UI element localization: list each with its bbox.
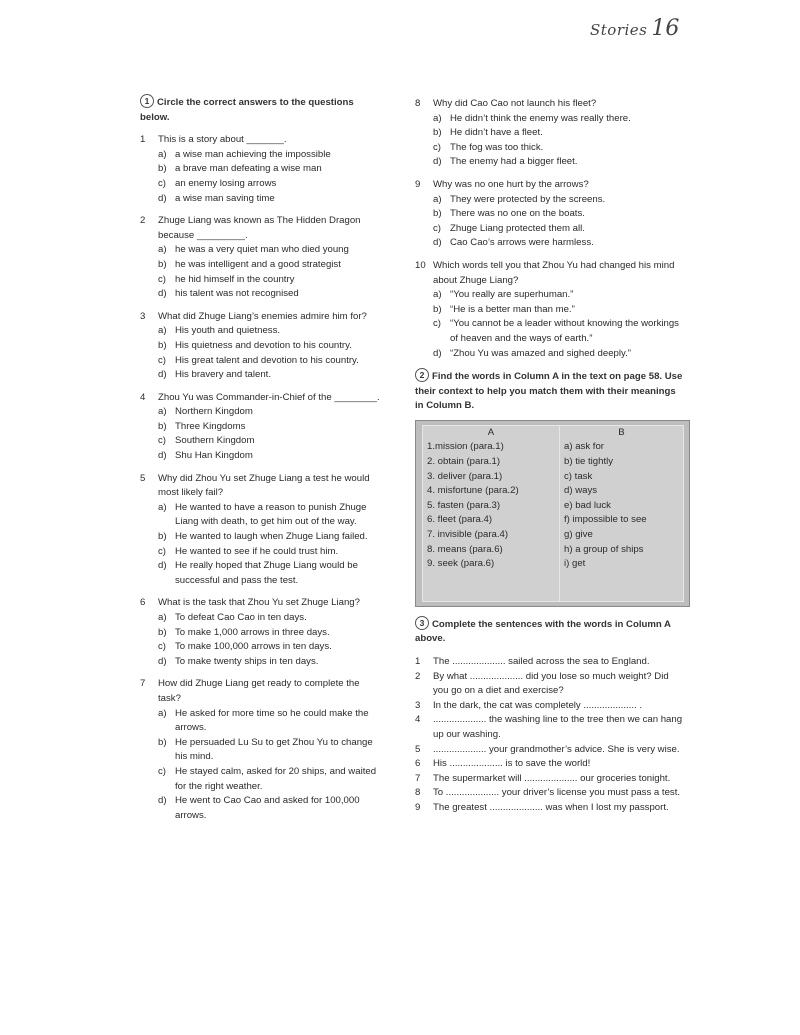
- option-letter: c): [158, 435, 166, 447]
- column-a-item: 5. fasten (para.3): [427, 499, 501, 511]
- sentence-text: His .................... is to save the world!: [433, 758, 591, 770]
- option-text: They were protected by the screens.: [450, 193, 606, 205]
- option-text: a wise man achieving the impossible: [175, 148, 331, 160]
- sentence-item: [415, 699, 685, 714]
- answer-option[interactable]: [140, 655, 380, 670]
- answer-option[interactable]: [415, 222, 685, 237]
- sentence-text: The greatest .................... was when I lost my passport.: [433, 802, 669, 813]
- left-column: [140, 95, 380, 831]
- option-text: Three Kingdoms: [175, 420, 246, 432]
- answer-option[interactable]: [140, 765, 380, 794]
- sentence-number: 8: [415, 787, 421, 799]
- option-letter: c): [158, 354, 166, 366]
- answer-option[interactable]: [415, 347, 685, 362]
- question-item: [415, 178, 685, 251]
- option-letter: b): [158, 420, 167, 432]
- option-letter: b): [158, 258, 167, 270]
- question-number: 3: [140, 310, 146, 322]
- option-text: There was no one on the boats.: [450, 208, 585, 220]
- option-letter: b): [158, 531, 167, 543]
- answer-option[interactable]: [140, 794, 380, 823]
- column-b-item: f) impossible to see: [564, 514, 647, 526]
- answer-option[interactable]: [415, 126, 685, 141]
- question-number: 5: [140, 472, 146, 484]
- sentence-item: [415, 743, 685, 758]
- question-item: [140, 214, 380, 302]
- question-text: Why did Zhou Yu set Zhuge Liang a test he would most likely fail?: [158, 472, 370, 499]
- question-stem: [415, 178, 685, 193]
- option-text: He went to Cao Cao and asked for 100,000 arrows.: [175, 795, 360, 821]
- option-text: To make twenty ships in ten days.: [175, 655, 319, 667]
- option-letter: a): [433, 289, 442, 301]
- question-item: [140, 310, 380, 383]
- question-text: What did Zhuge Liang’s enemies admire him for?: [158, 310, 367, 322]
- option-letter: d): [158, 192, 167, 204]
- question-item: [140, 133, 380, 206]
- answer-option[interactable]: [415, 303, 685, 318]
- column-b-header: B: [618, 426, 625, 438]
- answer-option[interactable]: [140, 626, 380, 641]
- option-text: He asked for more time so he could make the arrows.: [175, 707, 369, 734]
- question-text: Why did Cao Cao not launch his fleet?: [433, 98, 597, 109]
- option-text: he was intelligent and a good strategist: [175, 258, 341, 270]
- option-letter: b): [158, 339, 167, 351]
- option-text: His great talent and devotion to his country.: [175, 354, 359, 366]
- section-3-number: 3: [415, 616, 429, 630]
- sentence-item: [415, 713, 685, 742]
- option-text: He persuaded Lu Su to get Zhou Yu to change his mind.: [175, 736, 373, 763]
- question-item: [415, 259, 685, 361]
- sentence-number: 2: [415, 670, 421, 682]
- option-text: He stayed calm, asked for 20 ships, and waited for the right weather.: [175, 765, 377, 792]
- option-text: an enemy losing arrows: [175, 177, 277, 189]
- question-text: Zhuge Liang was known as The Hidden Dragon because _________.: [158, 215, 361, 241]
- corner-number: 16: [651, 16, 680, 41]
- section-3-heading: [415, 617, 685, 647]
- answer-option[interactable]: [140, 611, 380, 626]
- option-letter: b): [433, 303, 442, 315]
- question-number: 7: [140, 678, 146, 690]
- option-letter: b): [433, 208, 442, 220]
- sentence-number: 1: [415, 656, 421, 668]
- section-2-instruction: Find the words in Column A in the text on page 58. Use their context to help you match them with their meanings in Column B.: [415, 371, 683, 412]
- option-text: Shu Han Kingdom: [175, 450, 253, 462]
- sentence-number: 3: [415, 699, 421, 711]
- answer-option[interactable]: [415, 112, 685, 127]
- column-a-item: 8. means (para.6): [427, 543, 503, 555]
- sentence-item: [415, 801, 685, 816]
- question-number: 4: [140, 391, 146, 403]
- answer-option[interactable]: [140, 258, 380, 273]
- sentence-number: 5: [415, 743, 421, 755]
- option-letter: b): [158, 163, 167, 175]
- option-letter: c): [433, 141, 441, 153]
- sentence-text: In the dark, the cat was completely .................... .: [433, 699, 643, 711]
- sentence-text: The supermarket will .................... our groceries tonight.: [433, 772, 671, 784]
- answer-option[interactable]: [140, 177, 380, 192]
- question-stem: [140, 391, 380, 406]
- option-letter: a): [158, 148, 167, 160]
- option-letter: b): [433, 127, 442, 139]
- question-text: Which words tell you that Zhou Yu had changed his mind about Zhuge Liang?: [433, 259, 675, 286]
- question-number: 2: [140, 215, 146, 227]
- option-letter: d): [158, 288, 167, 300]
- sentence-item: [415, 786, 685, 801]
- answer-option[interactable]: [140, 162, 380, 177]
- option-letter: c): [158, 545, 166, 557]
- answer-option[interactable]: [140, 148, 380, 163]
- question-text: How did Zhuge Liang get ready to complete the task?: [158, 678, 360, 704]
- answer-option[interactable]: [140, 192, 380, 207]
- option-text: “You cannot be a leader without knowing the workings of heaven and the ways of earth.”: [450, 318, 679, 344]
- option-letter: a): [158, 612, 167, 623]
- answer-option[interactable]: [140, 501, 380, 530]
- question-stem: [415, 97, 685, 112]
- sentence-list: [415, 655, 685, 816]
- column-a-box: [422, 425, 560, 602]
- sentence-item: [415, 655, 685, 670]
- question-stem: [140, 310, 380, 325]
- question-list-left: [140, 133, 380, 823]
- question-stem: [415, 259, 685, 288]
- column-b-item: b) tie tightly: [564, 456, 614, 468]
- answer-option[interactable]: [415, 288, 685, 303]
- question-text: This is a story about _______.: [158, 134, 287, 146]
- option-letter: d): [158, 795, 167, 807]
- option-letter: c): [433, 222, 441, 234]
- question-text: What is the task that Zhou Yu set Zhuge Liang?: [158, 597, 360, 609]
- column-b-item: e) bad luck: [564, 499, 611, 511]
- answer-option[interactable]: [140, 405, 380, 420]
- answer-option[interactable]: [140, 640, 380, 655]
- question-number: 6: [140, 597, 146, 609]
- option-letter: c): [158, 641, 166, 653]
- option-text: The enemy had a bigger fleet.: [450, 156, 578, 168]
- column-a-item: 1.mission (para.1): [427, 441, 504, 453]
- sentence-number: 7: [415, 772, 421, 784]
- column-b-item: h) a group of ships: [564, 543, 644, 555]
- option-text: He didn’t think the enemy was really there.: [450, 112, 631, 124]
- sentence-text: By what .................... did you lose so much weight? Did you go on a diet and exercise?: [433, 670, 669, 697]
- column-a-item: 9. seek (para.6): [427, 558, 495, 570]
- option-letter: a): [158, 501, 167, 513]
- option-text: Cao Cao’s arrows were harmless.: [450, 237, 594, 249]
- column-a-item: 6. fleet (para.4): [427, 514, 493, 526]
- answer-option[interactable]: [140, 707, 380, 736]
- option-letter: b): [158, 626, 167, 638]
- question-item: [140, 472, 380, 589]
- option-text: “You really are superhuman.”: [450, 289, 574, 301]
- question-item: [140, 677, 380, 823]
- question-stem: [140, 472, 380, 501]
- answer-option[interactable]: [415, 141, 685, 156]
- option-text: he hid himself in the country: [175, 273, 295, 285]
- option-text: his talent was not recognised: [175, 288, 299, 300]
- sentence-item: [415, 772, 685, 787]
- answer-option[interactable]: [140, 559, 380, 588]
- section-1-instruction: Circle the correct answers to the questions below.: [140, 97, 354, 123]
- option-letter: a): [433, 193, 442, 205]
- answer-option[interactable]: [140, 287, 380, 302]
- answer-option[interactable]: [140, 420, 380, 435]
- option-letter: c): [158, 765, 166, 777]
- answer-option[interactable]: [415, 155, 685, 170]
- answer-option[interactable]: [140, 449, 380, 464]
- sentence-number: 6: [415, 758, 421, 770]
- option-text: His bravery and talent.: [175, 369, 271, 381]
- sentence-text: .................... the washing line to the tree then we can hang up our washing.: [433, 714, 683, 741]
- option-letter: c): [158, 177, 166, 189]
- question-list-right: [415, 97, 685, 361]
- answer-option[interactable]: [415, 193, 685, 208]
- option-text: He wanted to have a reason to punish Zhuge Liang with death, to get him out of the way.: [175, 501, 367, 528]
- column-b-list: [564, 440, 679, 571]
- question-number: 8: [415, 98, 421, 109]
- answer-option[interactable]: [415, 317, 685, 346]
- page-corner-label: [590, 16, 680, 41]
- question-item: [140, 596, 380, 669]
- question-number: 9: [415, 178, 421, 190]
- answer-option[interactable]: [140, 324, 380, 339]
- option-letter: d): [158, 655, 167, 667]
- sentence-item: [415, 757, 685, 772]
- column-a-header: A: [487, 426, 495, 438]
- option-letter: d): [433, 156, 442, 168]
- option-letter: b): [158, 736, 167, 748]
- right-column: [415, 97, 685, 816]
- option-letter: d): [433, 347, 442, 359]
- option-text: He wanted to see if he could trust him.: [175, 545, 339, 557]
- option-text: “Zhou Yu was amazed and sighed deeply.”: [450, 347, 631, 359]
- corner-word: Stories: [590, 21, 648, 39]
- option-letter: c): [433, 318, 441, 330]
- option-text: He didn’t have a fleet.: [450, 127, 543, 139]
- option-text: To make 100,000 arrows in ten days.: [175, 641, 332, 653]
- question-stem: [140, 596, 380, 611]
- column-a-item: 2. obtain (para.1): [427, 456, 501, 468]
- section-1-heading: [140, 95, 380, 125]
- option-text: Northern Kingdom: [175, 406, 253, 418]
- question-item: [415, 97, 685, 170]
- option-letter: a): [158, 244, 167, 256]
- answer-option[interactable]: [140, 434, 380, 449]
- question-stem: [140, 677, 380, 706]
- sentence-text: To .................... your driver’s license you must pass a test.: [433, 787, 681, 799]
- option-text: His quietness and devotion to his country.: [175, 339, 352, 351]
- option-text: a brave man defeating a wise man: [175, 163, 322, 175]
- matching-table: [415, 420, 690, 607]
- option-letter: c): [158, 273, 166, 285]
- option-text: To make 1,000 arrows in three days.: [175, 626, 330, 638]
- question-text: Why was no one hurt by the arrows?: [433, 178, 589, 190]
- sentence-number: 9: [415, 802, 421, 813]
- option-letter: d): [158, 560, 167, 572]
- sentence-text: .................... your grandmother’s advice. She is very wise.: [433, 743, 680, 755]
- column-a-item: 3. deliver (para.1): [427, 470, 503, 482]
- answer-option[interactable]: [140, 530, 380, 545]
- option-text: a wise man saving time: [175, 192, 275, 204]
- column-b-item: g) give: [564, 529, 593, 541]
- option-letter: d): [158, 369, 167, 381]
- option-text: Zhuge Liang protected them all.: [450, 222, 585, 234]
- answer-option[interactable]: [140, 368, 380, 383]
- section-2-number: 2: [415, 368, 429, 382]
- option-text: He really hoped that Zhuge Liang would be successful and pass the test.: [175, 560, 358, 586]
- answer-option[interactable]: [415, 207, 685, 222]
- option-text: “He is a better man than me.”: [450, 303, 575, 315]
- column-a-list: [427, 440, 555, 571]
- column-b-box: [559, 425, 684, 602]
- answer-option[interactable]: [140, 273, 380, 288]
- question-stem: [140, 133, 380, 148]
- section-2-heading: [415, 369, 685, 414]
- option-text: His youth and quietness.: [175, 325, 281, 337]
- question-item: [140, 391, 380, 464]
- column-a-item: 7. invisible (para.4): [427, 529, 509, 541]
- option-letter: d): [158, 450, 167, 462]
- question-text: Zhou Yu was Commander-in-Chief of the ________.: [158, 391, 380, 403]
- answer-option[interactable]: [415, 236, 685, 251]
- question-stem: [140, 214, 380, 243]
- section-1-number: 1: [140, 94, 154, 108]
- option-text: The fog was too thick.: [450, 141, 544, 153]
- column-b-item: a) ask for: [564, 441, 604, 453]
- option-text: To defeat Cao Cao in ten days.: [175, 612, 307, 623]
- option-text: He wanted to laugh when Zhuge Liang failed.: [175, 531, 368, 543]
- answer-option[interactable]: [140, 545, 380, 560]
- column-b-item: i) get: [564, 558, 586, 570]
- option-text: he was a very quiet man who died young: [175, 244, 349, 256]
- column-a-item: 4. misfortune (para.2): [427, 485, 519, 497]
- question-number: 1: [140, 134, 146, 146]
- option-text: Southern Kingdom: [175, 435, 255, 447]
- column-b-item: c) task: [564, 470, 593, 482]
- sentence-number: 4: [415, 714, 421, 726]
- answer-option[interactable]: [140, 339, 380, 354]
- section-3-instruction: Complete the sentences with the words in Column A above.: [415, 618, 671, 645]
- answer-option[interactable]: [140, 354, 380, 369]
- answer-option[interactable]: [140, 736, 380, 765]
- option-letter: a): [158, 406, 167, 418]
- option-letter: a): [433, 112, 442, 124]
- option-letter: d): [433, 237, 442, 249]
- option-letter: a): [158, 325, 167, 337]
- sentence-text: The .................... sailed across the sea to England.: [433, 656, 650, 668]
- answer-option[interactable]: [140, 243, 380, 258]
- sentence-item: [415, 670, 685, 699]
- option-letter: a): [158, 707, 167, 719]
- column-b-item: d) ways: [564, 485, 598, 497]
- question-number: 10: [415, 259, 426, 271]
